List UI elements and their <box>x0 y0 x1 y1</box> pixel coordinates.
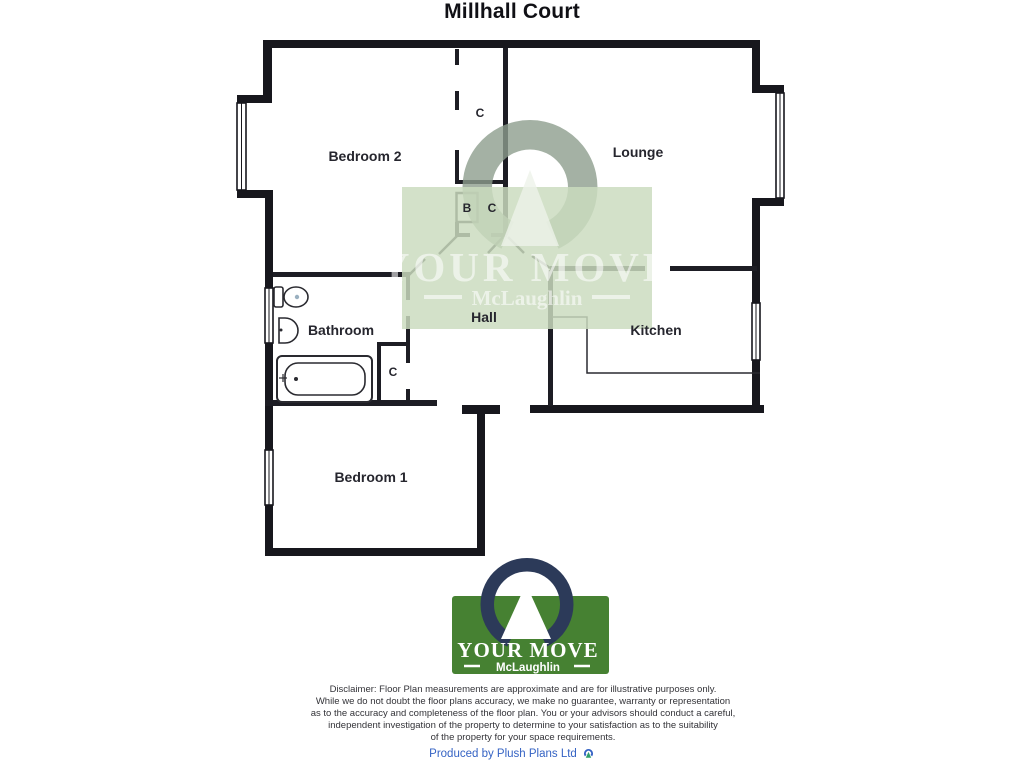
brand-logo <box>452 558 609 674</box>
room-label-lounge: Lounge <box>612 144 664 160</box>
watermark-sub: McLaughlin <box>471 286 583 310</box>
watermark-brand: YOUR MOVE <box>379 244 675 290</box>
label-cupboard-middle: C <box>487 201 497 215</box>
disclaimer-line: While we do not doubt the floor plans accuracy, we make no guarantee, warranty or representation <box>315 696 731 707</box>
disclaimer-line: independent investigation of the property to determine to your satisfaction as to the suitability <box>328 720 718 731</box>
disclaimer <box>11 684 1024 744</box>
room-label-hall: Hall <box>471 309 497 325</box>
disclaimer-line: Disclaimer: Floor Plan measurements are approximate and are for illustrative purposes only. <box>329 684 717 695</box>
toilet-icon <box>274 287 308 307</box>
window-bedroom1 <box>265 450 273 505</box>
window-lounge <box>776 93 784 198</box>
window-kitchen <box>752 303 760 360</box>
plush-plans-icon <box>582 747 595 760</box>
sink-icon <box>279 318 298 343</box>
window-bedroom2 <box>237 103 246 190</box>
produced-by-text: Produced by Plush Plans Ltd <box>429 747 577 760</box>
label-cupboard-lower: C <box>388 365 398 379</box>
room-label-kitchen: Kitchen <box>630 322 682 338</box>
disclaimer-line: as to the accuracy and completeness of the floor plan. You or your advisors should conduct a careful, <box>310 708 736 719</box>
brand-logo-name: YOUR MOVE <box>457 638 599 662</box>
label-boiler: B <box>462 201 472 215</box>
room-label-bedroom1: Bedroom 1 <box>334 469 408 485</box>
label-cupboard-top: C <box>475 106 485 120</box>
brand-logo-sub: McLaughlin <box>496 662 560 674</box>
room-label-bathroom: Bathroom <box>307 322 375 338</box>
window-bathroom <box>265 288 273 343</box>
bathtub-icon <box>277 356 372 402</box>
footer-credit <box>0 747 1024 760</box>
page-title: Millhall Court <box>444 0 580 23</box>
disclaimer-line: of the property for your space requirements. <box>430 732 616 743</box>
room-label-bedroom2: Bedroom 2 <box>328 148 402 164</box>
